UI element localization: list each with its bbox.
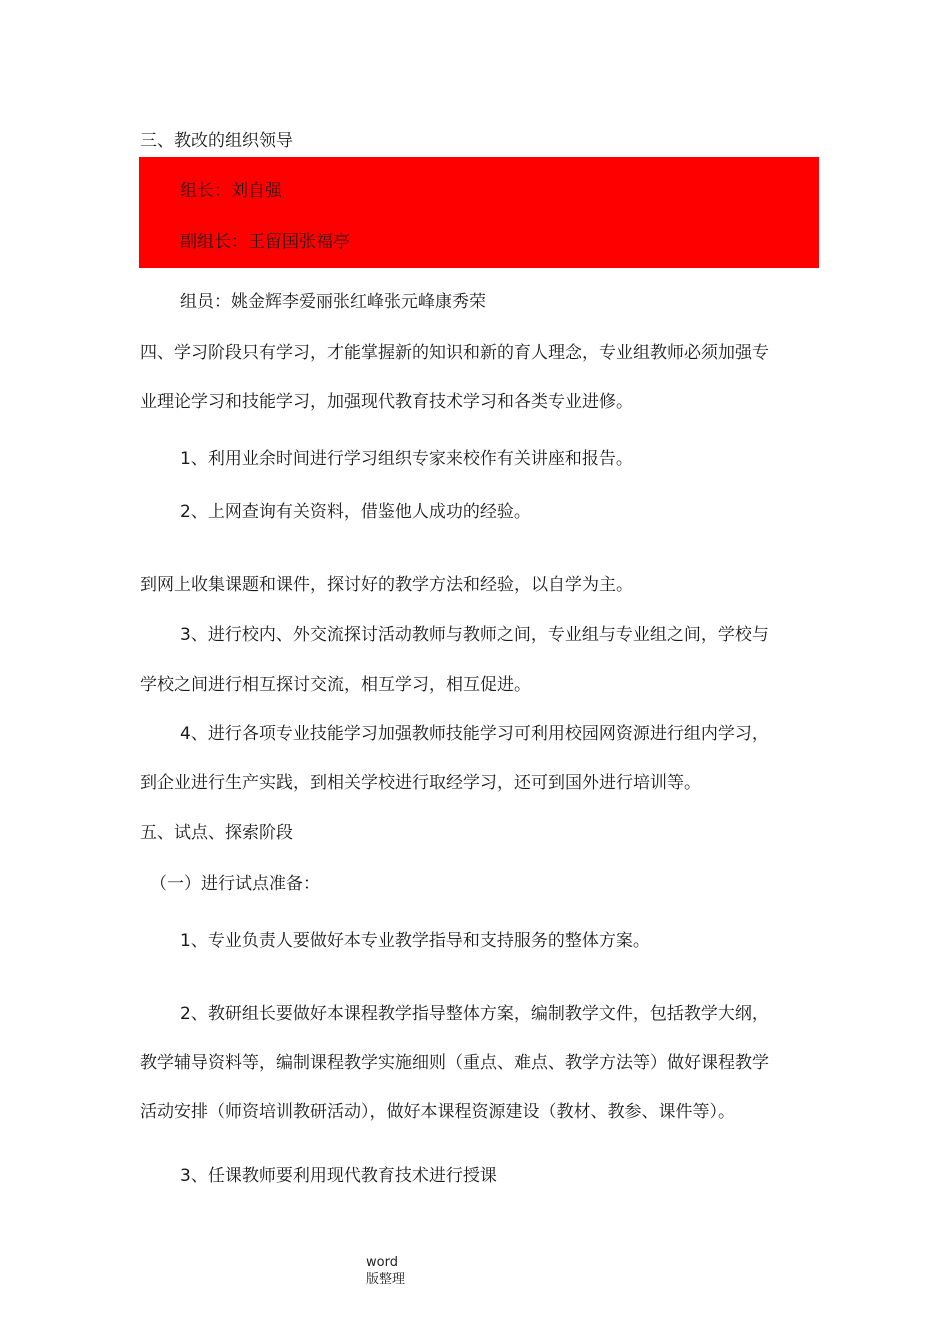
section-4-item-1: 1、利用业余时间进行学习组织专家来校作有关讲座和报告。: [180, 449, 633, 469]
section-5-item-3: 3、任课教师要利用现代教育技术进行授课: [180, 1166, 497, 1186]
members-line: 组员：姚金辉李爱丽张红峰张元峰康秀荣: [180, 292, 486, 312]
section-4-item-3-line-1: 3、进行校内、外交流探讨活动教师与教师之间，专业组与专业组之间，学校与: [180, 625, 769, 645]
section-4-item-4-line-2: 到企业进行生产实践，到相关学校进行取经学习，还可到国外进行培训等。: [140, 773, 701, 793]
section-4-item-2: 2、上网查询有关资料，借鉴他人成功的经验。: [180, 502, 531, 522]
section-5-item-2-line-3: 活动安排（师资培训教研活动），做好本课程资源建设（教材、教参、课件等）。: [140, 1102, 735, 1122]
section-4-item-4-line-1: 4、进行各项专业技能学习加强教师技能学习可利用校园网资源进行组内学习，: [180, 724, 769, 744]
section-3-heading: 三、教改的组织领导: [140, 131, 293, 151]
footer-caption: 版整理: [366, 1272, 406, 1287]
section-5-item-2-line-1: 2、教研组长要做好本课程教学指导整体方案，编制教学文件，包括教学大纲，: [180, 1004, 769, 1024]
deputy-leader-line: 副组长：王留国张福亭: [180, 232, 350, 252]
section-5-item-1: 1、专业负责人要做好本专业教学指导和支持服务的整体方案。: [180, 931, 650, 951]
leader-line: 组长：刘自强: [180, 181, 282, 201]
section-4-item-3-line-2: 学校之间进行相互探讨交流，相互学习，相互促进。: [140, 675, 531, 695]
footer-word: word: [366, 1255, 398, 1270]
section-5-subheading: （一）进行试点准备：: [150, 874, 320, 894]
section-5-item-2-line-2: 教学辅导资料等，编制课程教学实施细则（重点、难点、教学方法等）做好课程教学: [140, 1053, 769, 1073]
section-4-paragraph-line-2: 业理论学习和技能学习，加强现代教育技术学习和各类专业进修。: [140, 392, 633, 412]
section-5-heading: 五、试点、探索阶段: [140, 823, 293, 843]
section-4-paragraph-line-1: 四、学习阶段只有学习，才能掌握新的知识和新的育人理念，专业组教师必须加强专: [140, 343, 769, 363]
section-4-item-2-continuation: 到网上收集课题和课件，探讨好的教学方法和经验，以自学为主。: [140, 575, 633, 595]
